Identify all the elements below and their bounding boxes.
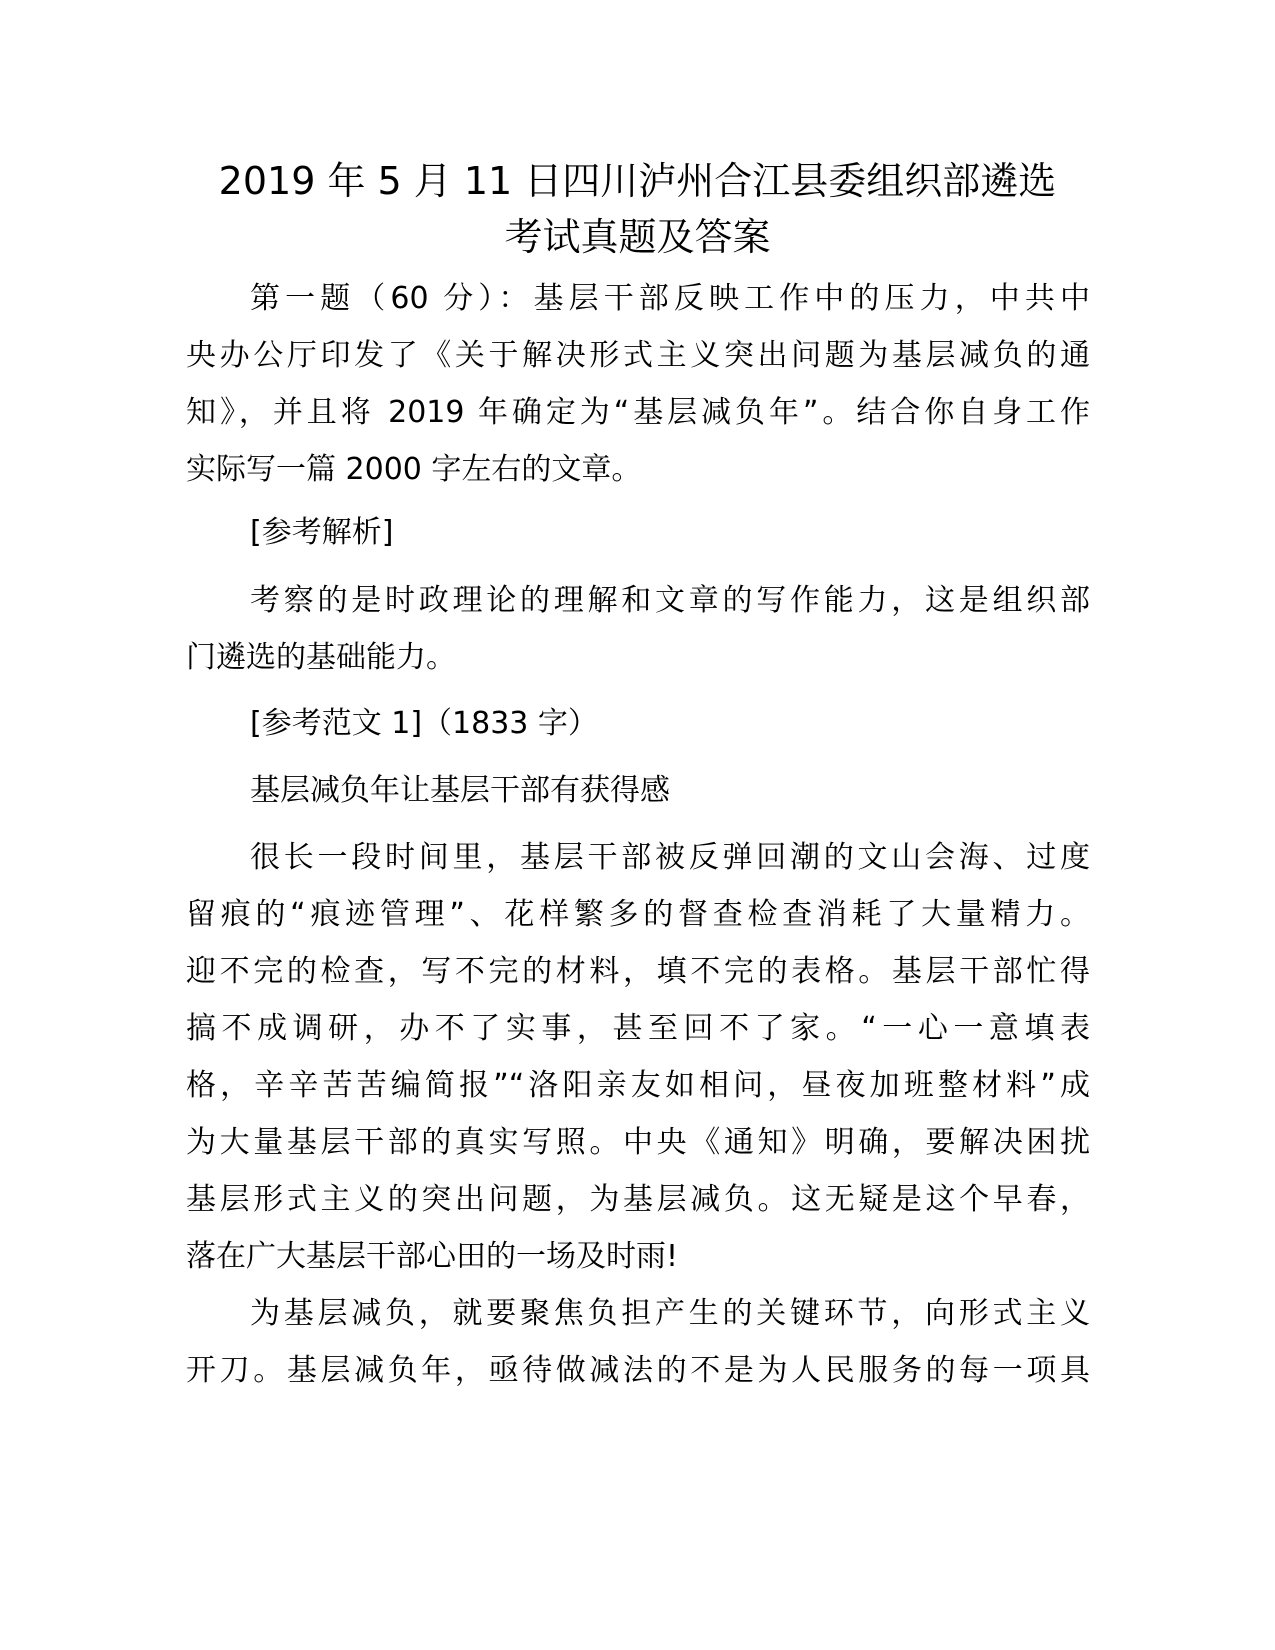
analysis-heading: [参考解析] bbox=[250, 515, 394, 550]
paragraph1-line-3: 迎不完的检查，写不完的材料，填不完的表格。基层干部忙得 bbox=[186, 954, 1090, 989]
sample-paragraph-1 bbox=[186, 829, 1090, 1285]
analysis-line-2: 门遴选的基础能力。 bbox=[186, 640, 456, 675]
paragraph1-line-7: 基层形式主义的突出问题，为基层减负。这无疑是这个早春， bbox=[186, 1182, 1090, 1217]
paragraph1-line-4: 搞不成调研，办不了实事，甚至回不了家。“一心一意填表 bbox=[186, 1011, 1090, 1046]
question-line-4: 实际写一篇 2000 字左右的文章。 bbox=[186, 452, 642, 487]
analysis-line-1: 考察的是时政理论的理解和文章的写作能力，这是组织部 bbox=[250, 583, 1090, 618]
paragraph1-line-8: 落在广大基层干部心田的一场及时雨! bbox=[186, 1239, 679, 1274]
analysis-heading-block bbox=[186, 504, 1090, 561]
title-line-1: 2019 年 5 月 11 日四川泸州合江县委组织部遴选 bbox=[218, 159, 1057, 203]
question-line-3: 知》，并且将 2019 年确定为“基层减负年”。结合你自身工作 bbox=[186, 395, 1090, 430]
paragraph1-line-6: 为大量基层干部的真实写照。中央《通知》明确，要解决困扰 bbox=[186, 1125, 1090, 1160]
analysis-paragraph bbox=[186, 572, 1090, 686]
question-line-2: 央办公厅印发了《关于解决形式主义突出问题为基层减负的通 bbox=[186, 338, 1090, 373]
paragraph2-line-1: 为基层减负，就要聚焦负担产生的关键环节，向形式主义 bbox=[250, 1296, 1090, 1331]
sample-title: 基层减负年让基层干部有获得感 bbox=[250, 773, 670, 808]
sample-heading: [参考范文 1]（1833 字） bbox=[250, 706, 598, 741]
paragraph1-line-1: 很长一段时间里，基层干部被反弹回潮的文山会海、过度 bbox=[250, 840, 1090, 875]
title-line-2: 考试真题及答案 bbox=[504, 215, 771, 259]
paragraph1-line-2: 留痕的“痕迹管理”、花样繁多的督查检查消耗了大量精力。 bbox=[186, 897, 1090, 932]
question-paragraph bbox=[186, 270, 1090, 498]
paragraph1-line-5: 格，辛辛苦苦编简报”“洛阳亲友如相问，昼夜加班整材料”成 bbox=[186, 1068, 1090, 1103]
sample-heading-block bbox=[186, 695, 1090, 752]
paragraph2-line-2: 开刀。基层减负年，亟待做减法的不是为人民服务的每一项具 bbox=[186, 1353, 1090, 1388]
sample-paragraph-2 bbox=[186, 1285, 1090, 1399]
question-line-1: 第一题（60 分）：基层干部反映工作中的压力，中共中 bbox=[250, 281, 1090, 316]
sample-title-block bbox=[186, 762, 1090, 819]
document-title bbox=[185, 153, 1090, 265]
